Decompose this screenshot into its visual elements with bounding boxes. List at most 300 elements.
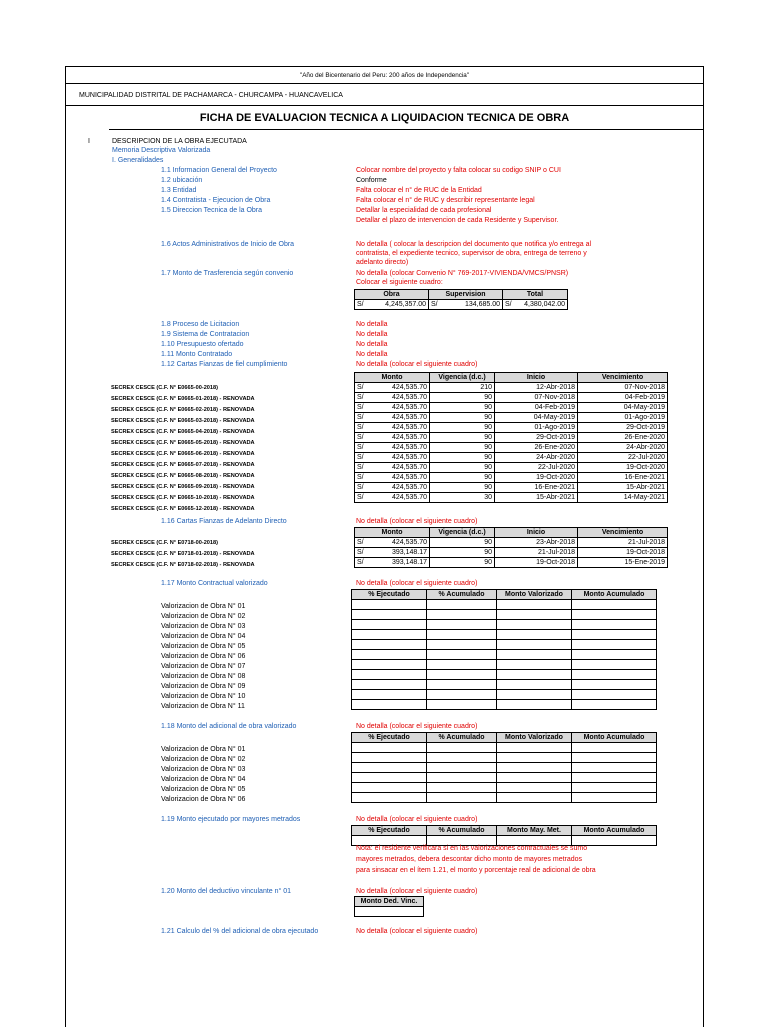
start-date-cell: 12-Abr-2018 xyxy=(495,383,578,393)
end-date-cell: 15-Ene-2019 xyxy=(578,558,668,568)
header-row xyxy=(355,373,668,383)
note-text: para sinsacar en el ítem 1.21, el monto y porcentaje real de adicional de obra xyxy=(356,867,596,874)
table-cell xyxy=(427,670,497,680)
table-cell xyxy=(497,753,572,763)
col-header: Vigencia (d.c.) xyxy=(430,373,495,383)
currency: S/ xyxy=(357,404,364,411)
table-cell xyxy=(572,743,657,753)
fianza-description: SECREX CESCE (C.F. N° E0665-09-2018) - RENOVADA xyxy=(111,484,255,490)
end-date-cell: 04-May-2019 xyxy=(578,403,668,413)
currency: S/ xyxy=(357,414,364,421)
table-cell xyxy=(497,680,572,690)
item-note: No detalla xyxy=(356,331,388,338)
item-label: 1.17 Monto Contractual valorizado xyxy=(161,580,268,587)
item-note: Falta colocar el n° de RUC de la Entidad xyxy=(356,187,482,194)
amount-cell xyxy=(355,393,430,403)
table-cell xyxy=(352,610,427,620)
valorization-label: Valorizacion de Obra N° 07 xyxy=(161,663,246,670)
valorization-label: Valorizacion de Obra N° 09 xyxy=(161,683,246,690)
table-cell xyxy=(572,690,657,700)
currency: S/ xyxy=(357,464,364,471)
col-header: Vencimiento xyxy=(578,528,668,538)
table-cell xyxy=(427,680,497,690)
table-cell xyxy=(572,670,657,680)
table-cell xyxy=(352,793,427,803)
table-row xyxy=(355,463,668,473)
amount-cell xyxy=(355,433,430,443)
currency: S/ xyxy=(357,424,364,431)
validity-cell: 90 xyxy=(430,433,495,443)
item-note: No detalla (colocar el siguiente cuadro) xyxy=(356,580,478,587)
table-row xyxy=(352,793,657,803)
table-cell xyxy=(497,630,572,640)
item-note: Falta colocar el n° de RUC y describir representante legal xyxy=(356,197,535,204)
item-label: 1.8 Proceso de Licitacion xyxy=(161,321,240,328)
amount-cell xyxy=(355,558,430,568)
valorization-label: Valorizacion de Obra N° 10 xyxy=(161,693,246,700)
col-header: Monto Acumulado xyxy=(572,826,657,836)
item-label: 1.3 Entidad xyxy=(161,187,197,194)
table-cell xyxy=(427,773,497,783)
amount-cell xyxy=(355,538,430,548)
amount-cell xyxy=(355,443,430,453)
start-date-cell: 04-Feb-2019 xyxy=(495,403,578,413)
table-cell xyxy=(352,670,427,680)
valorization-label: Valorizacion de Obra N° 11 xyxy=(161,703,245,710)
fianza-description: SECREX CESCE (C.F. N° E0718-00-2018) xyxy=(111,540,219,546)
transfer-table xyxy=(354,289,568,310)
col-header: Inicio xyxy=(495,528,578,538)
table-row xyxy=(355,433,668,443)
valorization-label: Valorizacion de Obra N° 04 xyxy=(161,776,246,783)
amount-cell xyxy=(355,453,430,463)
table-cell xyxy=(572,630,657,640)
section-title: DESCRIPCION DE LA OBRA EJECUTADA xyxy=(112,138,247,145)
col-header: % Ejecutado xyxy=(352,733,427,743)
col-header: Obra xyxy=(355,290,429,300)
item-note: No detalla (colocar el siguiente cuadro) xyxy=(356,928,478,935)
amount: 424,535.70 xyxy=(391,494,427,501)
validity-cell: 90 xyxy=(430,463,495,473)
table-cell xyxy=(497,620,572,630)
table-row xyxy=(355,443,668,453)
table-row xyxy=(355,383,668,393)
table-cell xyxy=(355,907,424,917)
fianza-description: SECREX CESCE (C.F. N° E0665-01-2018) - RENOVADA xyxy=(111,396,255,402)
start-date-cell: 22-Jul-2020 xyxy=(495,463,578,473)
col-header: Inicio xyxy=(495,373,578,383)
item-label: 1.11 Monto Contratado xyxy=(161,351,233,358)
col-header: Monto Valorizado xyxy=(497,733,572,743)
page-title: FICHA DE EVALUACION TECNICA A LIQUIDACION TECNICA DE OBRA xyxy=(199,112,570,124)
table-cell: S/ 134,685.00 xyxy=(429,300,503,310)
start-date-cell: 29-Oct-2019 xyxy=(495,433,578,443)
currency: S/ xyxy=(357,559,364,566)
table-row xyxy=(352,743,657,753)
start-date-cell: 04-May-2019 xyxy=(495,413,578,423)
col-header: % Acumulado xyxy=(427,826,497,836)
valorization-label: Valorizacion de Obra N° 06 xyxy=(161,796,246,803)
item-note: contratista, el expediente tecnico, supervisor de obra, entrega de terreno y xyxy=(356,250,587,257)
section-subtitle: I. Generalidades xyxy=(112,157,164,164)
start-date-cell: 15-Abr-2021 xyxy=(495,493,578,503)
table-row xyxy=(355,393,668,403)
table-cell xyxy=(497,610,572,620)
amount: 424,535.70 xyxy=(391,384,427,391)
table-row xyxy=(352,680,657,690)
start-date-cell: 21-Jul-2018 xyxy=(495,548,578,558)
table-cell xyxy=(572,793,657,803)
table-cell xyxy=(352,743,427,753)
validity-cell: 90 xyxy=(430,403,495,413)
item-note: adelanto directo) xyxy=(356,259,409,266)
item-note: No detalla (colocar el siguiente cuadro) xyxy=(356,723,478,730)
fianza-description: SECREX CESCE (C.F. N° E0665-10-2018) - RENOVADA xyxy=(111,495,255,501)
table-cell xyxy=(427,763,497,773)
table-row xyxy=(355,538,668,548)
table-cell xyxy=(352,690,427,700)
amount: 424,535.70 xyxy=(391,434,427,441)
table-cell xyxy=(352,783,427,793)
amount: 424,535.70 xyxy=(391,394,427,401)
valorization-label: Valorizacion de Obra N° 06 xyxy=(161,653,246,660)
table-cell xyxy=(352,620,427,630)
table-row xyxy=(352,600,657,610)
item-label: 1.21 Calculo del % del adicional de obra ejecutado xyxy=(161,928,319,935)
table-cell xyxy=(352,660,427,670)
table-cell: S/ 4,380,042.00 xyxy=(503,300,568,310)
end-date-cell: 04-Feb-2019 xyxy=(578,393,668,403)
end-date-cell: 26-Ene-2020 xyxy=(578,433,668,443)
item-note: Detallar la especialidad de cada profesional xyxy=(356,207,492,214)
deductivo-table xyxy=(354,896,424,917)
table-cell xyxy=(572,773,657,783)
currency: S/ xyxy=(357,494,364,501)
validity-cell: 90 xyxy=(430,453,495,463)
valorization-label: Valorizacion de Obra N° 03 xyxy=(161,623,246,630)
header-row xyxy=(355,528,668,538)
currency: S/ xyxy=(357,474,364,481)
validity-cell: 90 xyxy=(430,473,495,483)
table-row xyxy=(352,620,657,630)
valorization-label: Valorizacion de Obra N° 05 xyxy=(161,643,246,650)
col-header: Total xyxy=(503,290,568,300)
table-row xyxy=(352,610,657,620)
end-date-cell: 16-Ene-2021 xyxy=(578,473,668,483)
section-number: I xyxy=(88,138,90,145)
valorization-label: Valorizacion de Obra N° 04 xyxy=(161,633,246,640)
col-header: Monto May. Met. xyxy=(497,826,572,836)
end-date-cell: 22-Jul-2020 xyxy=(578,453,668,463)
table-cell: S/ 4,245,357.00 xyxy=(355,300,429,310)
amount: 424,535.70 xyxy=(391,484,427,491)
table-cell xyxy=(497,700,572,710)
amount-cell xyxy=(355,483,430,493)
end-date-cell: 14-May-2021 xyxy=(578,493,668,503)
table-cell xyxy=(352,640,427,650)
adelanto-table xyxy=(354,527,668,568)
item-label: 1.4 Contratista - Ejecucion de Obra xyxy=(161,197,271,204)
fianza-description: SECREX CESCE (C.F. N° E0665-12-2018) - RENOVADA xyxy=(111,506,255,512)
end-date-cell: 07-Nov-2018 xyxy=(578,383,668,393)
additional-table xyxy=(351,732,657,803)
start-date-cell: 07-Nov-2018 xyxy=(495,393,578,403)
fianza-description: SECREX CESCE (C.F. N° E0665-05-2018) - RENOVADA xyxy=(111,440,255,446)
valorization-label: Valorizacion de Obra N° 08 xyxy=(161,673,246,680)
table-row xyxy=(355,558,668,568)
table-cell xyxy=(572,763,657,773)
table-cell xyxy=(352,600,427,610)
start-date-cell: 16-Ene-2021 xyxy=(495,483,578,493)
item-note: No detalla xyxy=(356,321,388,328)
currency: S/ xyxy=(357,539,364,546)
col-header: Monto Acumulado xyxy=(572,590,657,600)
fianza-description: SECREX CESCE (C.F. N° E0665-00-2018) xyxy=(111,385,219,391)
currency: S/ xyxy=(357,549,364,556)
valorization-label: Valorizacion de Obra N° 02 xyxy=(161,756,246,763)
end-date-cell: 19-Oct-2020 xyxy=(578,463,668,473)
valorization-label: Valorizacion de Obra N° 05 xyxy=(161,786,246,793)
table-cell xyxy=(427,620,497,630)
municipality-name: MUNICIPALIDAD DISTRITAL DE PACHAMARCA - CHURCAMPA - HUANCAVELICA xyxy=(79,92,343,99)
col-header: Supervision xyxy=(429,290,503,300)
amount: 424,535.70 xyxy=(391,414,427,421)
fianza-description: SECREX CESCE (C.F. N° E0665-07-2018) - RENOVADA xyxy=(111,462,255,468)
validity-cell: 90 xyxy=(430,558,495,568)
amount: 393,148.17 xyxy=(391,559,427,566)
table-cell xyxy=(497,690,572,700)
table-cell xyxy=(352,650,427,660)
item-label: 1.18 Monto del adicional de obra valorizado xyxy=(161,723,297,730)
amount-cell xyxy=(355,473,430,483)
item-note: No detalla (colocar Convenio N° 769-2017-VIVIENDA/VMCS/PNSR) xyxy=(356,270,569,277)
start-date-cell: 19-Oct-2018 xyxy=(495,558,578,568)
header-row xyxy=(352,590,657,600)
validity-cell: 90 xyxy=(430,548,495,558)
table-cell xyxy=(572,650,657,660)
table-cell xyxy=(497,773,572,783)
end-date-cell: 19-Oct-2018 xyxy=(578,548,668,558)
table-cell xyxy=(352,763,427,773)
item-note: No detalla xyxy=(356,351,388,358)
start-date-cell: 19-Oct-2020 xyxy=(495,473,578,483)
table-cell xyxy=(497,670,572,680)
table-row xyxy=(355,473,668,483)
table-cell xyxy=(572,610,657,620)
table-cell xyxy=(427,690,497,700)
currency: S/ xyxy=(357,444,364,451)
validity-cell: 90 xyxy=(430,393,495,403)
fianza-description: SECREX CESCE (C.F. N° E0665-02-2018) - RENOVADA xyxy=(111,407,255,413)
validity-cell: 90 xyxy=(430,413,495,423)
amount: 424,535.70 xyxy=(391,424,427,431)
motto-line: "Año del Bicentenario del Peru: 200 años de Independencia" xyxy=(299,72,469,79)
amount: 424,535.70 xyxy=(391,539,427,546)
table-cell xyxy=(427,630,497,640)
end-date-cell: 21-Jul-2018 xyxy=(578,538,668,548)
amount: 424,535.70 xyxy=(391,474,427,481)
table-cell xyxy=(572,753,657,763)
currency: S/ xyxy=(357,454,364,461)
divider xyxy=(109,129,703,130)
item-label: 1.1 Informacion General del Proyecto xyxy=(161,167,277,174)
table-row xyxy=(355,403,668,413)
header-row xyxy=(352,826,657,836)
table-row xyxy=(355,453,668,463)
start-date-cell: 23-Abr-2018 xyxy=(495,538,578,548)
header-row xyxy=(352,733,657,743)
fianza-description: SECREX CESCE (C.F. N° E0718-01-2018) - RENOVADA xyxy=(111,551,255,557)
end-date-cell: 15-Abr-2021 xyxy=(578,483,668,493)
validity-cell: 90 xyxy=(430,443,495,453)
table-row xyxy=(355,493,668,503)
currency: S/ xyxy=(357,484,364,491)
col-header: Monto Acumulado xyxy=(572,733,657,743)
table-cell xyxy=(572,640,657,650)
table-row xyxy=(355,483,668,493)
item-note: No detalla (colocar el siguiente cuadro) xyxy=(356,518,478,525)
item-label: 1.5 Direccion Tecnica de la Obra xyxy=(161,207,263,214)
table-cell xyxy=(427,610,497,620)
note-text: Nota: el residente verificara si en las valorizaciones contractuales se sumo xyxy=(356,845,588,852)
fianza-description: SECREX CESCE (C.F. N° E0665-06-2018) - RENOVADA xyxy=(111,451,255,457)
table-cell xyxy=(427,700,497,710)
valorization-label: Valorizacion de Obra N° 03 xyxy=(161,766,246,773)
amount-cell xyxy=(355,413,430,423)
item-label: 1.20 Monto del deductivo vinculante n° 01 xyxy=(161,888,292,895)
table-cell xyxy=(352,630,427,640)
table-row xyxy=(352,650,657,660)
valorization-table xyxy=(351,589,657,710)
amount-cell xyxy=(355,548,430,558)
validity-cell: 90 xyxy=(430,538,495,548)
table-cell xyxy=(497,783,572,793)
table-cell xyxy=(427,793,497,803)
table-row xyxy=(352,763,657,773)
item-label: 1.10 Presupuesto ofertado xyxy=(161,341,244,348)
table-cell xyxy=(352,700,427,710)
table-row xyxy=(352,630,657,640)
col-header: Monto Ded. Vinc. xyxy=(355,897,424,907)
item-note: Colocar nombre del proyecto y falta colocar su codigo SNIP o CUI xyxy=(356,167,561,174)
currency: S/ xyxy=(357,434,364,441)
table-cell xyxy=(572,783,657,793)
amount-cell xyxy=(355,423,430,433)
amount-cell xyxy=(355,403,430,413)
table-cell xyxy=(427,660,497,670)
table-row xyxy=(352,670,657,680)
table-row xyxy=(355,548,668,558)
table-cell xyxy=(572,620,657,630)
item-note: No detalla (colocar el siguiente cuadro) xyxy=(356,816,478,823)
divider xyxy=(66,105,703,106)
table-row xyxy=(352,783,657,793)
validity-cell: 210 xyxy=(430,383,495,393)
item-note: No detalla xyxy=(356,341,388,348)
col-header: Vigencia (d.c.) xyxy=(430,528,495,538)
divider xyxy=(66,83,703,84)
table-cell xyxy=(427,600,497,610)
evaluation-sheet xyxy=(65,66,704,1027)
fianza-description: SECREX CESCE (C.F. N° E0665-04-2018) - RENOVADA xyxy=(111,429,255,435)
col-header: % Acumulado xyxy=(427,590,497,600)
validity-cell: 90 xyxy=(430,483,495,493)
table-cell xyxy=(352,680,427,690)
note-text: mayores metrados, debera descontar dicho monto de mayores metrados xyxy=(356,856,583,863)
amount: 424,535.70 xyxy=(391,464,427,471)
amount-cell xyxy=(355,463,430,473)
table-row xyxy=(352,700,657,710)
table-cell xyxy=(497,743,572,753)
validity-cell: 30 xyxy=(430,493,495,503)
item-note: No detalla (colocar el siguiente cuadro) xyxy=(356,361,478,368)
item-label: 1.7 Monto de Trasferencia según convenio xyxy=(161,270,294,277)
table-row xyxy=(355,413,668,423)
col-header: % Ejecutado xyxy=(352,826,427,836)
table-cell xyxy=(427,650,497,660)
table-cell xyxy=(572,600,657,610)
fianza-table xyxy=(354,372,668,503)
item-note: Colocar el siguiente cuadro: xyxy=(356,279,443,286)
currency: S/ xyxy=(357,394,364,401)
amount-cell xyxy=(355,383,430,393)
start-date-cell: 24-Abr-2020 xyxy=(495,453,578,463)
item-note: Detallar el plazo de intervencion de cada Residente y Supervisor. xyxy=(356,217,559,224)
col-header: Monto xyxy=(355,373,430,383)
end-date-cell: 24-Abr-2020 xyxy=(578,443,668,453)
table-cell xyxy=(352,753,427,763)
table-row xyxy=(352,773,657,783)
item-label: 1.2 ubicación xyxy=(161,177,203,184)
item-label: 1.9 Sistema de Contratacion xyxy=(161,331,250,338)
table-cell xyxy=(497,650,572,660)
valorization-label: Valorizacion de Obra N° 02 xyxy=(161,613,246,620)
table-cell xyxy=(427,753,497,763)
start-date-cell: 01-Ago-2019 xyxy=(495,423,578,433)
currency: S/ xyxy=(357,384,364,391)
end-date-cell: 29-Oct-2019 xyxy=(578,423,668,433)
table-row xyxy=(352,640,657,650)
table-cell xyxy=(497,763,572,773)
item-label: 1.6 Actos Administrativos de Inicio de Obra xyxy=(161,241,295,248)
table-cell xyxy=(572,660,657,670)
valorization-label: Valorizacion de Obra N° 01 xyxy=(161,603,246,610)
amount: 393,148.17 xyxy=(391,549,427,556)
table-cell xyxy=(497,600,572,610)
table-cell xyxy=(352,773,427,783)
fianza-description: SECREX CESCE (C.F. N° E0665-03-2018) - RENOVADA xyxy=(111,418,255,424)
metrados-table xyxy=(351,825,657,846)
amount: 424,535.70 xyxy=(391,454,427,461)
section-subtitle: Memoria Descriptiva Valorizada xyxy=(112,147,211,154)
table-cell xyxy=(497,660,572,670)
table-row xyxy=(352,660,657,670)
item-label: 1.19 Monto ejecutado por mayores metrados xyxy=(161,816,301,823)
amount-cell xyxy=(355,493,430,503)
item-note: Conforme xyxy=(356,177,387,184)
col-header: Monto Valorizado xyxy=(497,590,572,600)
fianza-description: SECREX CESCE (C.F. N° E0718-02-2018) - RENOVADA xyxy=(111,562,255,568)
col-header: % Ejecutado xyxy=(352,590,427,600)
amount: 424,535.70 xyxy=(391,404,427,411)
col-header: Vencimiento xyxy=(578,373,668,383)
table-cell xyxy=(572,680,657,690)
end-date-cell: 01-Ago-2019 xyxy=(578,413,668,423)
table-row xyxy=(352,690,657,700)
item-label: 1.12 Cartas Fianzas de fiel cumplimiento xyxy=(161,361,288,368)
validity-cell: 90 xyxy=(430,423,495,433)
table-row xyxy=(352,753,657,763)
